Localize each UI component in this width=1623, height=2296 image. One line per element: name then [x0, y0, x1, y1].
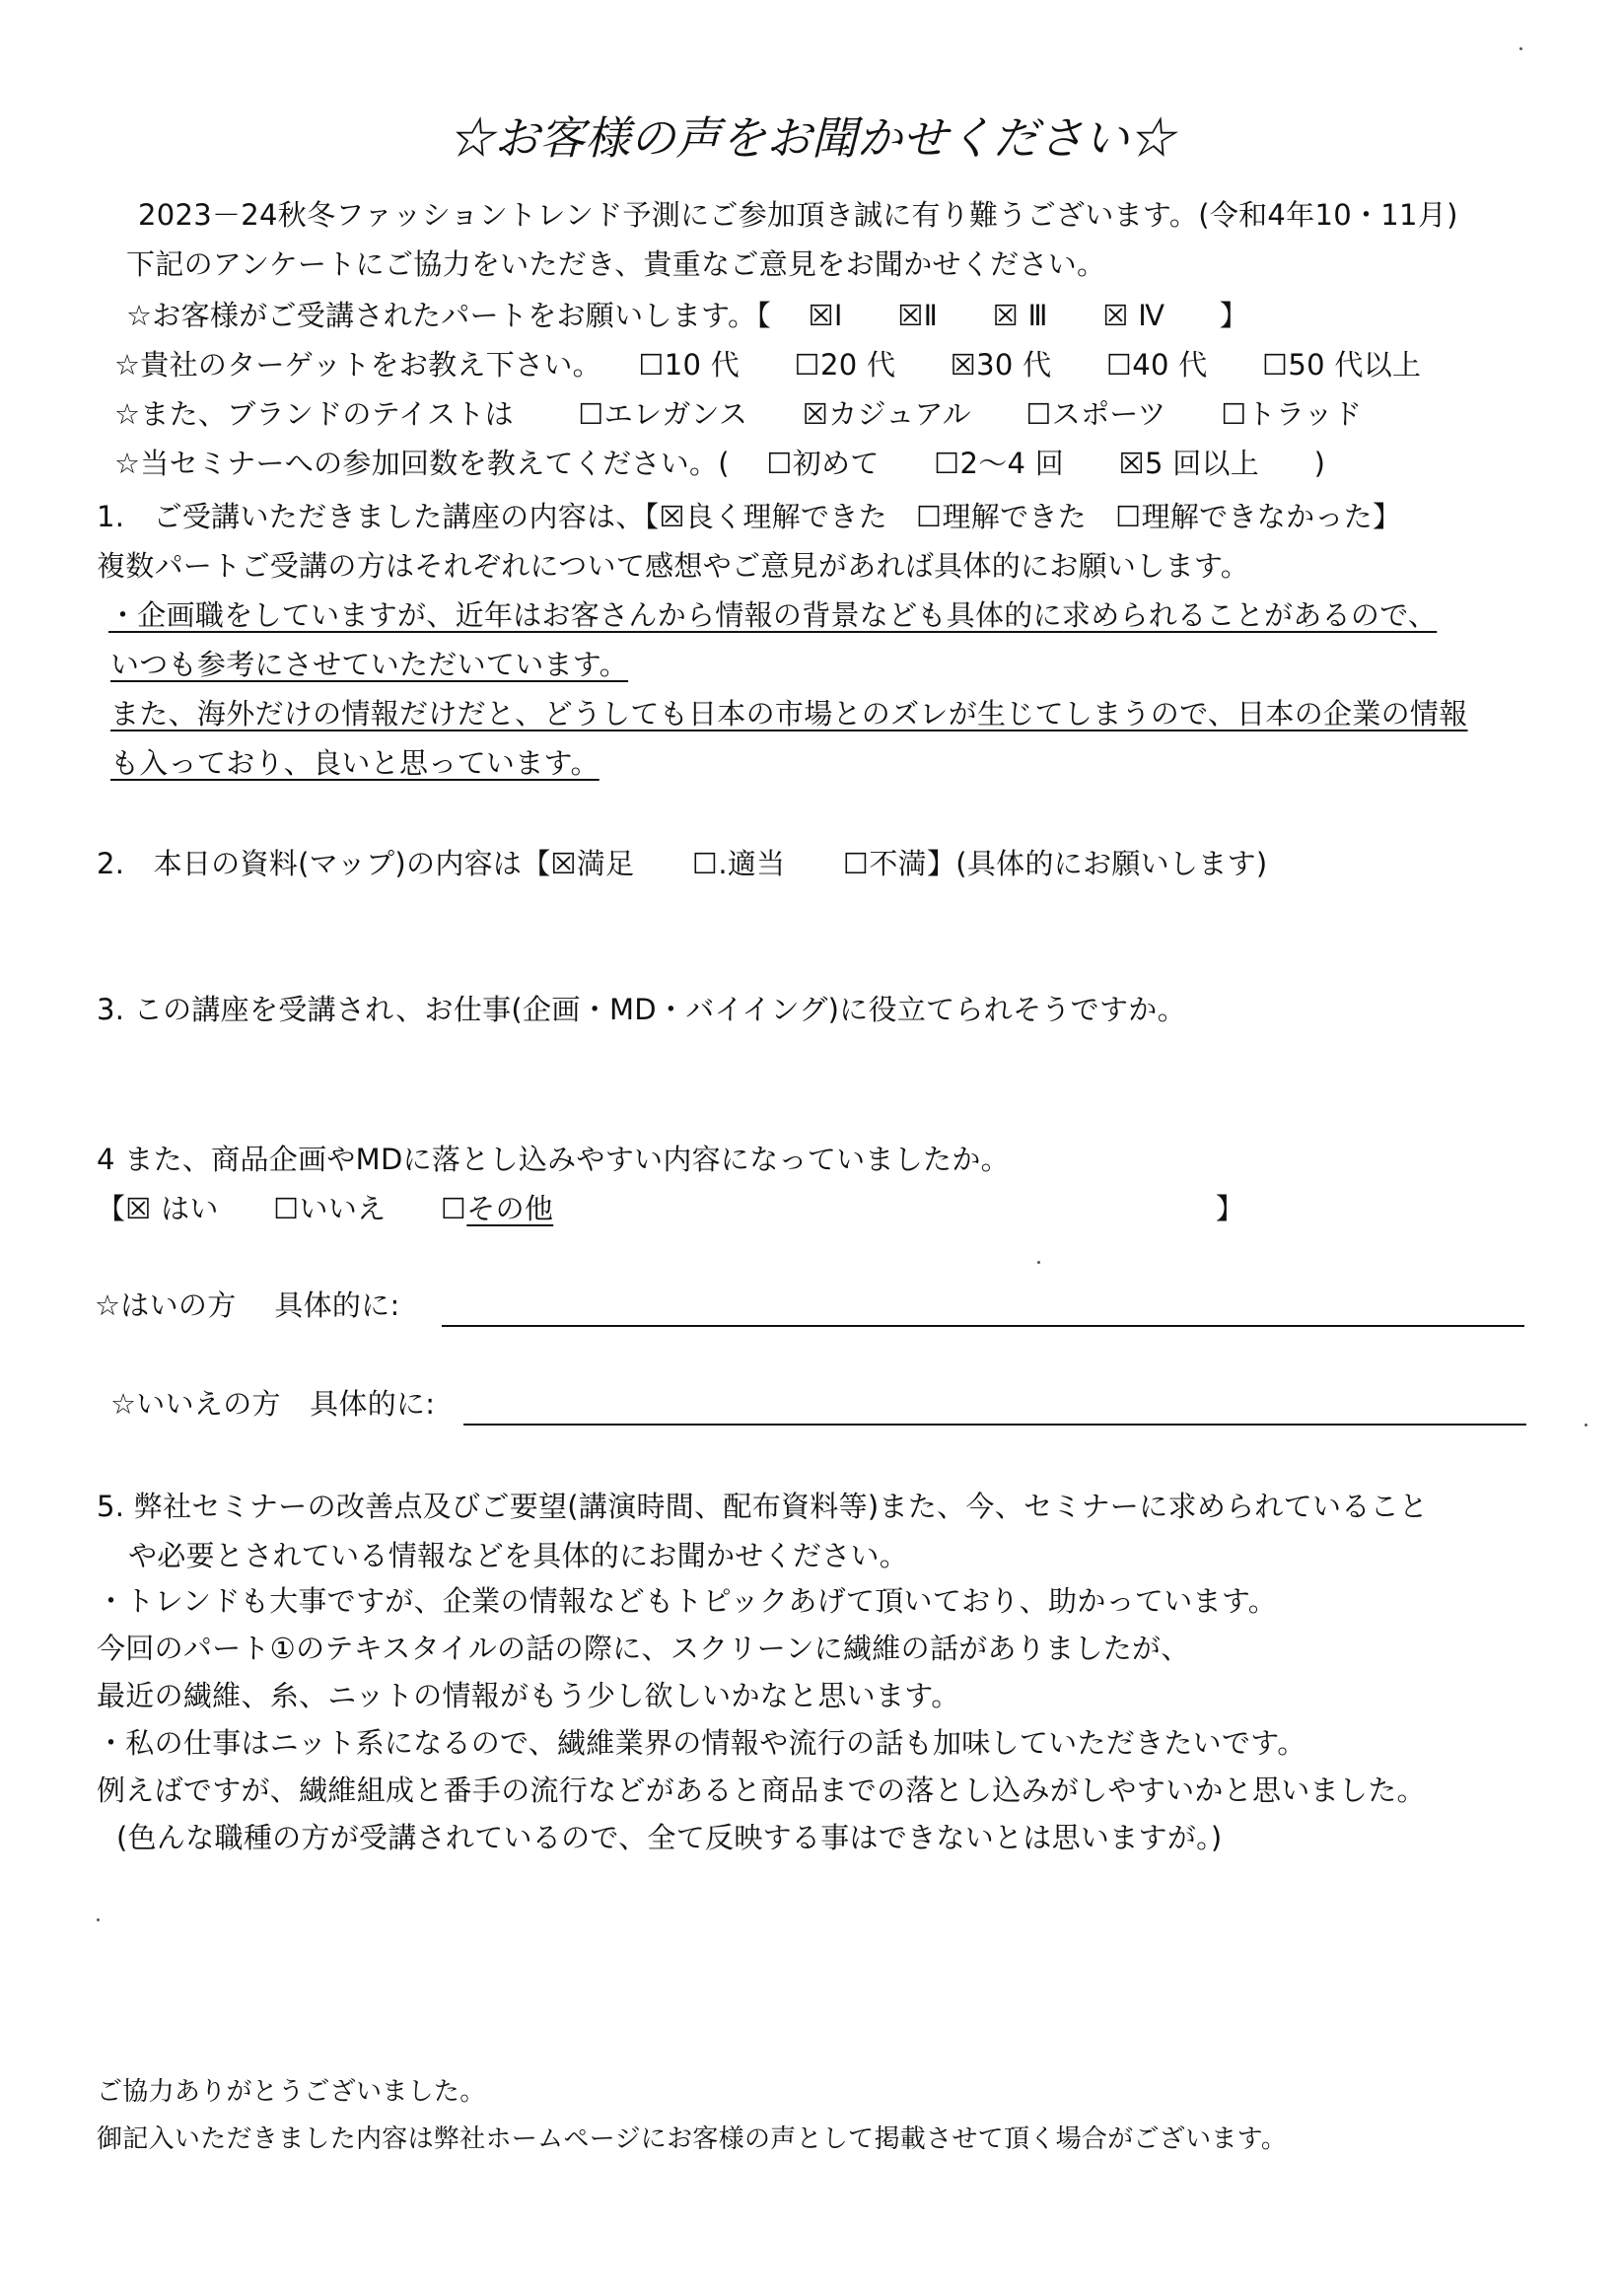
scan-speck [1585, 1424, 1588, 1426]
scan-speck [97, 1918, 100, 1921]
q5-answer-line-2: 今回のパート①のテキスタイルの話の際に、スクリーンに繊維の話がありましたが、 [97, 1632, 1190, 1665]
q5-answer-line-6: (色んな職種の方が受講されているので、全て反映する事はできないとは思いますが。) [116, 1821, 1223, 1854]
scan-speck [1037, 1261, 1040, 1264]
target-10s-checkbox[interactable]: ☐10 代 [638, 348, 741, 382]
part-2-checkbox[interactable]: ☒Ⅱ [897, 299, 939, 332]
intro-thanks: 2023－24秋冬ファッショントレンド予測にご参加頂き誠に有り難うございます。(令和4年10・11月) [138, 198, 1458, 232]
parts-label: ☆お客様がご受講されたパートをお願いします。【 [126, 299, 772, 332]
q4-other-checkbox[interactable]: ☐ [440, 1192, 467, 1225]
q2-question: 2. 本日の資料(マップ)の内容は【☒満足 ☐.適当 ☐不満】(具体的にお願いします) [97, 847, 1268, 880]
intro-request: 下記のアンケートにご協力をいただき、貴重なご意見をお聞かせください。 [126, 247, 1106, 281]
taste-casual-checkbox[interactable]: ☒カジュアル [802, 397, 971, 431]
q4-yes-answer-line[interactable] [442, 1325, 1524, 1327]
taste-sports-checkbox[interactable]: ☐スポーツ [1025, 397, 1166, 431]
q4-no-label: ☆いいえの方 具体的に: [110, 1387, 436, 1421]
q1-answer-line-2: いつも参考にさせていただいています。 [110, 648, 629, 681]
q3-question: 3. この講座を受講され、お仕事(企画・MD・バイイング)に役立てられそうですか。 [97, 993, 1186, 1026]
attendance-row [114, 446, 1325, 481]
q4-other-field[interactable]: その他 [466, 1192, 554, 1225]
target-20s-checkbox[interactable]: ☐20 代 [794, 348, 896, 382]
scan-speck [1519, 47, 1522, 50]
q4-yes-checkbox[interactable]: 【☒ はい [97, 1192, 219, 1225]
attendance-5plus-checkbox[interactable]: ☒5 回以上 [1118, 447, 1260, 480]
q4-close-bracket: 】 [1215, 1192, 1245, 1225]
q5-answer-line-5: 例えばですが、繊維組成と番手の流行などがあると商品までの落とし込みがしやすいかと思いました。 [97, 1774, 1426, 1807]
taste-row [114, 396, 1362, 432]
q1-answer-line-1: ・企画職をしていますが、近年はお客さんから情報の背景なども具体的に求められることがあるので、 [108, 598, 1438, 632]
q5-answer-line-3: 最近の繊維、糸、ニットの情報がもう少し欲しいかなと思います。 [97, 1679, 960, 1712]
q5-answer-line-4: ・私の仕事はニット系になるので、繊維業界の情報や流行の話も加味していただきたいです。 [97, 1726, 1306, 1760]
target-30s-checkbox[interactable]: ☒30 代 [950, 348, 1052, 382]
taste-elegance-checkbox[interactable]: ☐エレガンス [578, 397, 748, 431]
attendance-2to4-checkbox[interactable]: ☐2～4 回 [934, 447, 1065, 480]
parts-close: 】 [1219, 299, 1249, 332]
q1-question: 1. ご受講いただきました講座の内容は、【☒良く理解できた ☐理解できた ☐理解できなかった】 [97, 500, 1402, 533]
q5-question-cont: や必要とされている情報などを具体的にお聞かせください。 [128, 1539, 909, 1572]
taste-trad-checkbox[interactable]: ☐トラッド [1221, 397, 1363, 431]
part-4-checkbox[interactable]: ☒ Ⅳ [1102, 299, 1165, 332]
q5-answer-line-1: ・トレンドも大事ですが、企業の情報などもトピックあげて頂いており、助かっています。 [97, 1584, 1278, 1618]
q1-subprompt: 複数パートご受講の方はそれぞれについて感想やご意見があれば具体的にお願いします。 [97, 549, 1250, 583]
q4-no-answer-line[interactable] [463, 1424, 1526, 1426]
q4-question: 4 また、商品企画やMDに落とし込みやすい内容になっていましたか。 [97, 1143, 1010, 1176]
q4-no-checkbox[interactable]: ☐いいえ [273, 1192, 387, 1225]
footer-note: 御記入いただきました内容は弊社ホームページにお客様の声として掲載させて頂く場合がございます。 [97, 2124, 1288, 2154]
q1-answer-line-4: も入っており、良いと思っています。 [110, 746, 600, 780]
target-50s-checkbox[interactable]: ☐50 代以上 [1262, 348, 1422, 382]
target-label: ☆貴社のターゲットをお教え下さい。 [114, 348, 601, 382]
parts-row [126, 298, 1248, 333]
attendance-close: ) [1313, 447, 1326, 480]
part-3-checkbox[interactable]: ☒ Ⅲ [992, 299, 1048, 332]
q1-answer-line-3: また、海外だけの情報だけだと、どうしても日本の市場とのズレが生じてしまうので、日本の企業の情報 [110, 697, 1468, 731]
q4-options-row [97, 1191, 1244, 1226]
target-40s-checkbox[interactable]: ☐40 代 [1105, 348, 1208, 382]
q4-yes-label: ☆はいの方 具体的に: [95, 1288, 400, 1322]
taste-label: ☆また、ブランドのテイストは [114, 397, 514, 431]
attendance-first-checkbox[interactable]: ☐初めて [766, 447, 880, 480]
target-row [114, 347, 1421, 383]
q5-question: 5. 弊社セミナーの改善点及びご要望(講演時間、配布資料等)また、今、セミナーに求められていること [97, 1490, 1429, 1523]
attendance-label: ☆当セミナーへの参加回数を教えてください。( [114, 447, 730, 480]
page-title: ☆お客様の声をお聞かせください☆ [449, 111, 1174, 165]
footer-thanks: ご協力ありがとうございました。 [97, 2077, 486, 2107]
part-1-checkbox[interactable]: ☒Ⅰ [808, 299, 843, 332]
